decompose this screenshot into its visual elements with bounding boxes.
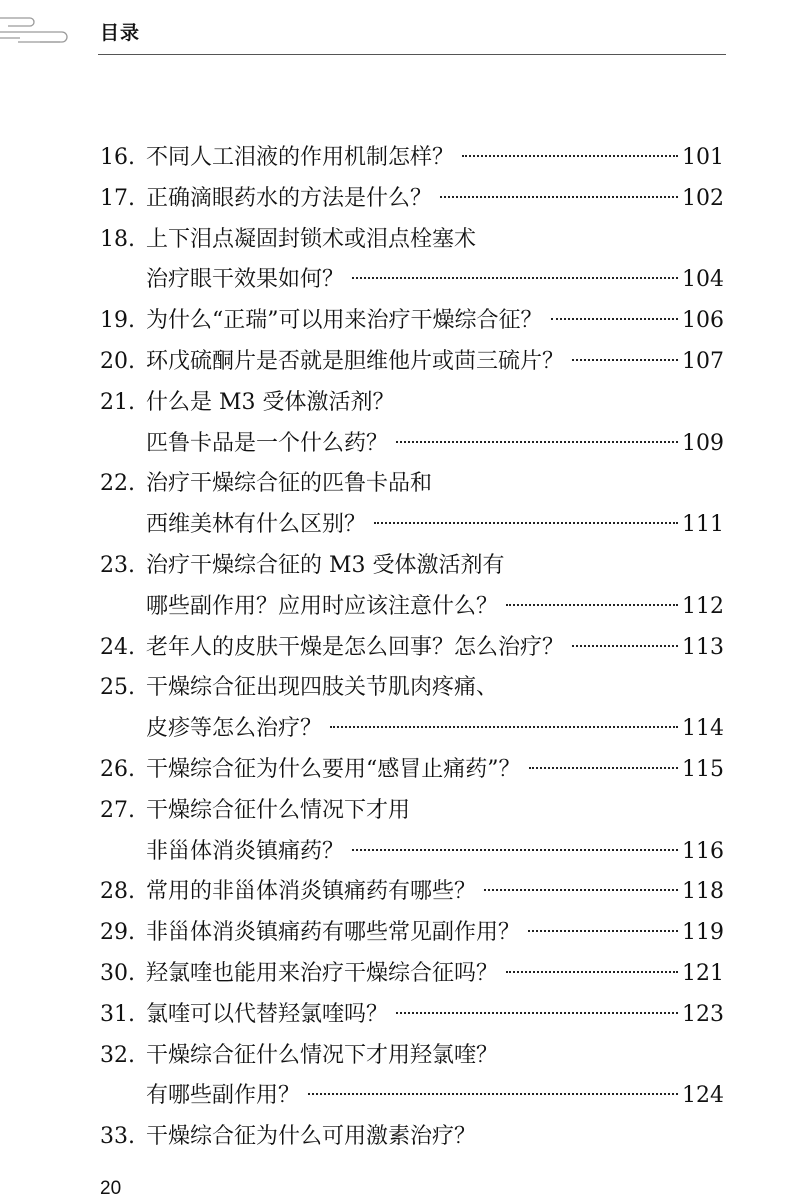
dot-leader [352,849,678,851]
entry-page-number: 121 [682,960,724,986]
entry-title: 正确滴眼药水的方法是什么？ [146,185,433,211]
entry-number: 22. [100,471,135,497]
entry-title: 皮疹等怎么治疗？ [146,716,323,742]
entry-title: 哪些副作用？应用时应该注意什么？ [146,593,499,619]
page-number: 20 [100,1178,122,1199]
toc-entry-line [100,424,724,465]
entry-number: 31. [100,1001,135,1027]
entry-number: 19. [100,308,135,334]
dot-leader [308,1093,678,1095]
toc-entry-line [100,750,724,791]
entry-title: 羟氯喹也能用来治疗干燥综合征吗？ [146,960,499,986]
toc-entry[interactable] [100,913,724,954]
entry-title: 环戊硫酮片是否就是胆维他片或茴三硫片？ [146,348,565,374]
entry-title: 干燥综合征什么情况下才用羟氯喹？ [146,1042,499,1068]
dot-leader [551,318,679,320]
entry-page-number: 109 [682,430,724,456]
dot-leader [506,971,678,973]
entry-title: 干燥综合征为什么要用“感冒止痛药”？ [146,756,521,782]
toc-entry-line [100,301,724,342]
entry-title: 治疗干燥综合征的匹鲁卡品和 [146,471,433,497]
entry-page-number: 123 [682,1001,724,1027]
toc-entry-line [100,668,724,709]
toc-entry[interactable] [100,301,724,342]
toc-entry-line [100,464,724,505]
entry-title: 匹鲁卡品是一个什么药？ [146,430,389,456]
entry-page-number: 112 [682,593,724,619]
dot-leader [330,726,678,728]
toc-entry[interactable] [100,628,724,669]
toc-entry-line [100,1117,724,1158]
dot-leader [572,645,678,647]
toc-entry[interactable] [100,342,724,383]
entry-title: 不同人工泪液的作用机制怎样？ [146,145,455,170]
toc-entry-line [100,220,724,261]
dot-leader [396,441,678,443]
entry-title: 干燥综合征为什么可用激素治疗？ [146,1124,477,1150]
toc-entry-line [100,587,724,628]
header-divider [98,54,726,55]
dot-leader [484,889,678,891]
entry-number: 20. [100,348,135,374]
running-header [0,0,800,60]
toc-entry[interactable] [100,995,724,1036]
entry-number: 27. [100,797,135,823]
dot-leader [506,604,678,606]
toc-entry-line [100,138,724,179]
toc-entry-line [100,872,724,913]
dot-leader [529,767,679,769]
toc-entry[interactable] [100,220,724,302]
entry-number: 26. [100,756,135,782]
entry-title: 干燥综合征出现四肢关节肌肉疼痛、 [146,675,499,701]
entry-title: 为什么“正瑞”可以用来治疗干燥综合征？ [146,308,543,334]
toc-entry[interactable] [100,791,724,873]
entry-title: 非甾体消炎镇痛药？ [146,838,345,864]
entry-number: 30. [100,960,135,986]
entry-title: 什么是 M3 受体激活剂？ [146,389,395,415]
toc-entry[interactable] [100,546,724,628]
toc-entry-line [100,342,724,383]
entry-number: 29. [100,920,135,946]
entry-page-number: 106 [682,308,724,334]
entry-page-number: 102 [682,185,724,211]
entry-title: 氯喹可以代替羟氯喹吗？ [146,1001,389,1027]
toc-entry[interactable] [100,464,724,546]
toc-entry-line [100,260,724,301]
entry-number: 23. [100,552,135,578]
toc-entry[interactable] [100,954,724,995]
toc-entry-line [100,995,724,1036]
entry-page-number: 124 [682,1083,724,1109]
toc-entry-line [100,791,724,832]
entry-page-number: 113 [682,634,724,660]
dot-leader [374,522,678,524]
dot-leader [352,277,678,279]
dot-leader [462,155,678,157]
entry-number: 24. [100,634,135,660]
section-title: 目录 [100,22,141,44]
entry-page-number: 115 [682,756,724,782]
entry-page-number: 114 [682,716,724,742]
toc-entry[interactable] [100,1036,724,1118]
entry-title: 西维美林有什么区别？ [146,512,367,538]
toc-entry-line [100,1036,724,1077]
entry-page-number: 101 [682,145,724,170]
toc-entry[interactable] [100,668,724,750]
toc-entry-line [100,628,724,669]
toc-entry[interactable] [100,1117,724,1158]
toc-entry[interactable] [100,138,724,179]
entry-page-number: 118 [682,879,724,905]
entry-page-number: 119 [682,920,724,946]
dot-leader [572,359,678,361]
toc-entry-line [100,709,724,750]
entry-page-number: 104 [682,267,724,293]
table-of-contents [100,138,724,1158]
toc-entry-line [100,913,724,954]
toc-entry[interactable] [100,179,724,220]
entry-number: 25. [100,675,135,701]
entry-number: 32. [100,1042,135,1068]
entry-page-number: 107 [682,348,724,374]
entry-title: 干燥综合征什么情况下才用 [146,797,411,823]
toc-entry-line [100,1076,724,1117]
dot-leader [440,196,678,198]
entry-title: 治疗眼干效果如何？ [146,267,345,293]
entry-number: 21. [100,389,135,415]
toc-entry-line [100,179,724,220]
cloud-ornament-icon [0,8,90,48]
entry-number: 28. [100,879,135,905]
entry-number: 18. [100,226,135,252]
entry-title: 老年人的皮肤干燥是怎么回事？怎么治疗？ [146,634,565,660]
entry-number: 33. [100,1124,135,1150]
entry-title: 治疗干燥综合征的 M3 受体激活剂有 [146,552,505,578]
entry-title: 有哪些副作用？ [146,1083,301,1109]
toc-entry-line [100,505,724,546]
toc-entry-line [100,954,724,995]
entry-title: 非甾体消炎镇痛药有哪些常见副作用？ [146,920,521,946]
entry-number: 16. [100,145,135,170]
toc-entry[interactable] [100,383,724,465]
toc-entry-line [100,546,724,587]
toc-entry-line [100,383,724,424]
dot-leader [528,930,678,932]
dot-leader [396,1012,678,1014]
toc-entry-line [100,832,724,873]
entry-title: 常用的非甾体消炎镇痛药有哪些？ [146,879,477,905]
entry-page-number: 111 [682,512,724,538]
entry-page-number: 116 [682,838,724,864]
toc-entry[interactable] [100,872,724,913]
entry-title: 上下泪点凝固封锁术或泪点栓塞术 [146,226,477,252]
toc-entry[interactable] [100,750,724,791]
entry-number: 17. [100,185,135,211]
